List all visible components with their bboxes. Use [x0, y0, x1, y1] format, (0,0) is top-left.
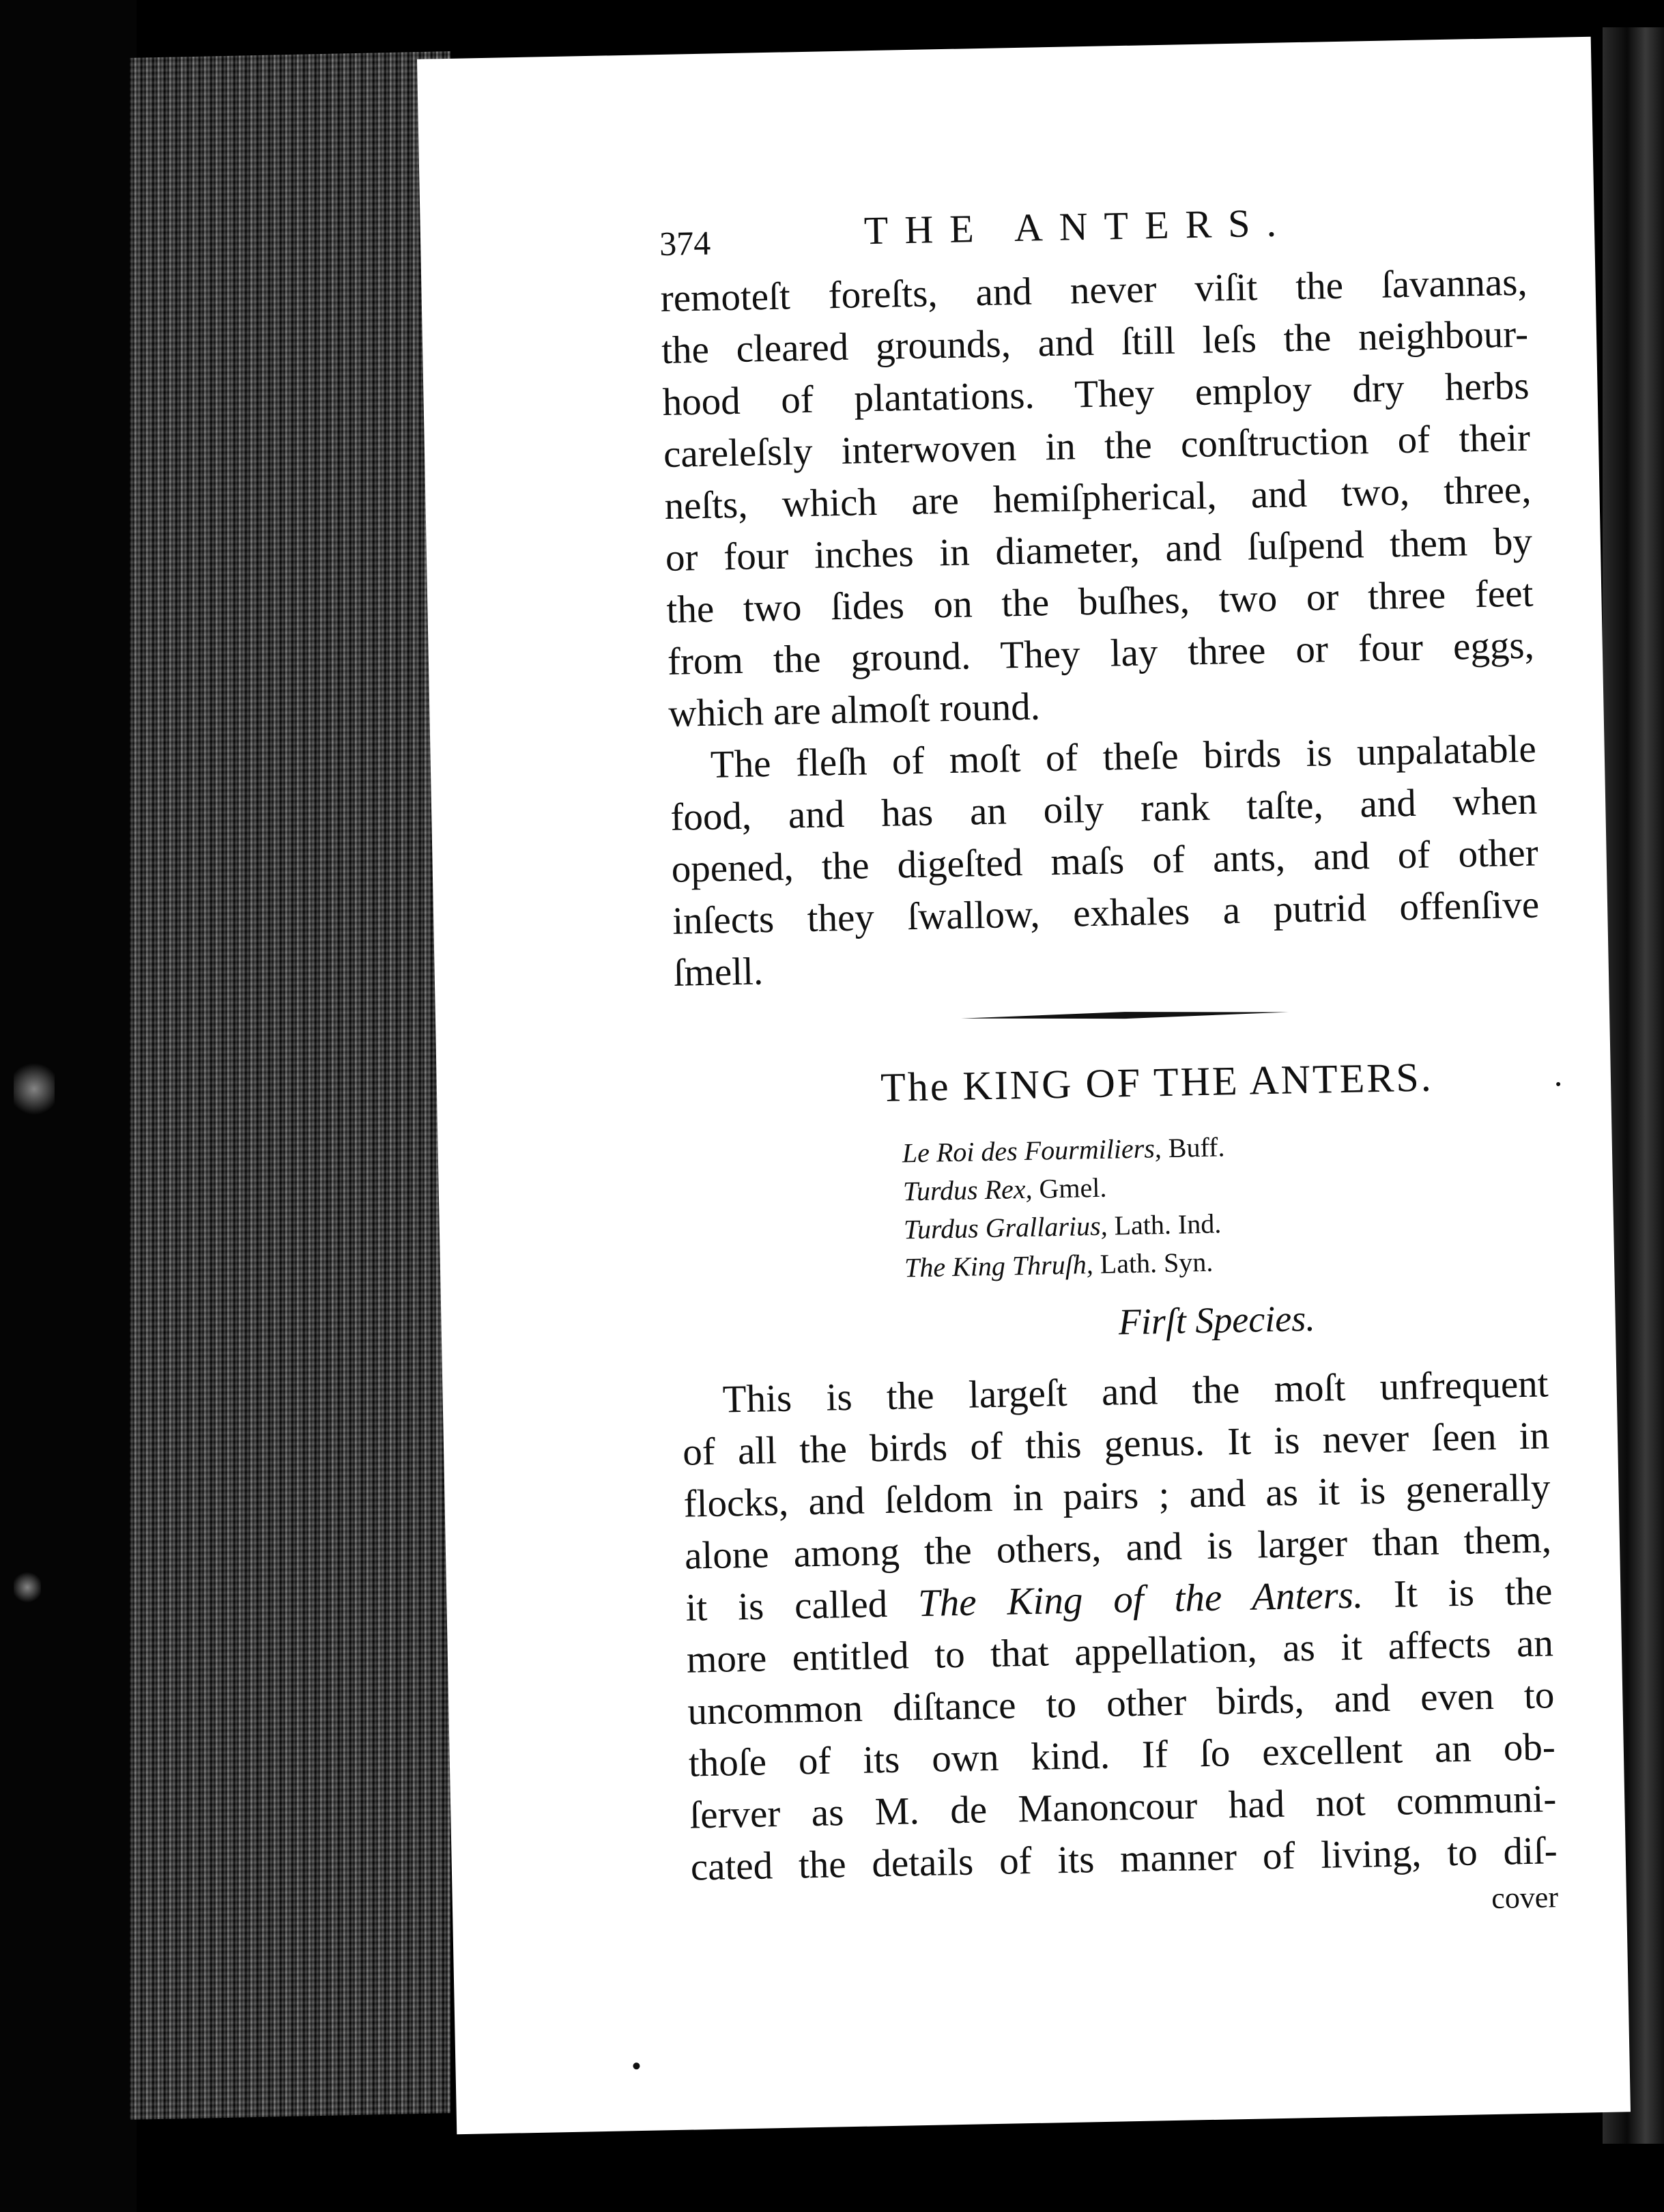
- paragraph-3: [681, 1358, 1558, 1893]
- text-line: careleſsly interwoven in the conſtruction of their: [663, 416, 1531, 476]
- catchword: cover: [1491, 1880, 1559, 1916]
- synonym-authority: Lath. Ind.: [1114, 1208, 1222, 1241]
- synonym-name: Turdus Rex,: [902, 1173, 1033, 1207]
- synonym-name: Turdus Grallarius,: [903, 1210, 1108, 1245]
- synonym-name: Le Roi des Fourmiliers,: [902, 1133, 1162, 1169]
- book-page: [417, 37, 1631, 2134]
- species-label: Firſt Species.: [1118, 1297, 1316, 1343]
- section-rule: [961, 1008, 1289, 1021]
- text-line: which are almoſt round.: [668, 685, 1041, 735]
- running-title: THE ANTERS.: [863, 200, 1293, 253]
- text-line: The fleſh of moſt of theſe birds is unpalatable: [710, 727, 1537, 786]
- text-line: ſerver as M. de Manoncour had not communi-: [689, 1777, 1557, 1837]
- text-line: of all the birds of this genus. It is never ſeen in: [682, 1414, 1550, 1474]
- text-line: more entitled to that appellation, as it affects an: [686, 1621, 1554, 1682]
- synonym-authority: Buff.: [1168, 1131, 1225, 1163]
- synonym-authority: Gmel.: [1039, 1172, 1107, 1204]
- ink-speck: [633, 2062, 640, 2069]
- text-line: alone among the others, and is larger than them,: [684, 1518, 1552, 1578]
- synonym-list: [902, 1122, 1546, 1287]
- text-line: This is the largeſt and the moſt unfrequent: [722, 1362, 1549, 1421]
- text-line: ſmell.: [673, 950, 764, 995]
- text-line: the two ſides on the buſhes, two or three feet: [665, 571, 1534, 632]
- text-block: [659, 195, 1558, 1935]
- synonym-name: The King Thruſh,: [904, 1249, 1094, 1284]
- text-line: neſts, which are hemiſpherical, and two, three,: [664, 468, 1532, 528]
- synonym-authority: Lath. Syn.: [1100, 1246, 1214, 1279]
- text-line: uncommon diſtance to other birds, and even to: [687, 1673, 1555, 1733]
- section-title: The KING OF THE ANTERS.: [880, 1054, 1434, 1111]
- text-fragment: it is called: [685, 1582, 888, 1630]
- paragraph-1: [660, 257, 1536, 740]
- text-line: cated the details of its manner of living, to diſ-: [690, 1829, 1558, 1889]
- rule-ornament: [961, 1008, 1289, 1023]
- text-line: the cleared grounds, and ſtill leſs the neighbour-: [661, 312, 1529, 372]
- text-line: from the ground. They lay three or four eggs,: [667, 623, 1535, 683]
- text-line: flocks, and ſeldom in pairs ; and as it is generally: [683, 1466, 1551, 1526]
- spine-mark: [14, 1570, 41, 1604]
- text-line: food, and has an oily rank taſte, and when: [670, 779, 1538, 839]
- binding-shadow: [0, 0, 137, 2212]
- text-fragment: It is the: [1393, 1570, 1553, 1616]
- ink-speck: [1556, 1082, 1560, 1086]
- page-number: 374: [659, 223, 711, 264]
- text-line: hood of plantations. They employ dry herbs: [662, 364, 1530, 424]
- text-line: or four inches in diameter, and ſuſpend them by: [665, 520, 1533, 580]
- italic-title: The King of the Anters.: [917, 1573, 1364, 1626]
- spine-mark: [14, 1058, 55, 1120]
- page-edges: [130, 51, 450, 2120]
- text-line: inſects they ſwallow, exhales a putrid offenſive: [672, 883, 1540, 943]
- text-line: opened, the digeſted maſs of ants, and of other: [671, 831, 1539, 891]
- text-line: thoſe of its own kind. If ſo excellent an ob-: [688, 1725, 1556, 1785]
- text-line: remoteſt foreſts, and never viſit the ſavannas,: [660, 260, 1528, 320]
- paragraph-2: [669, 724, 1540, 999]
